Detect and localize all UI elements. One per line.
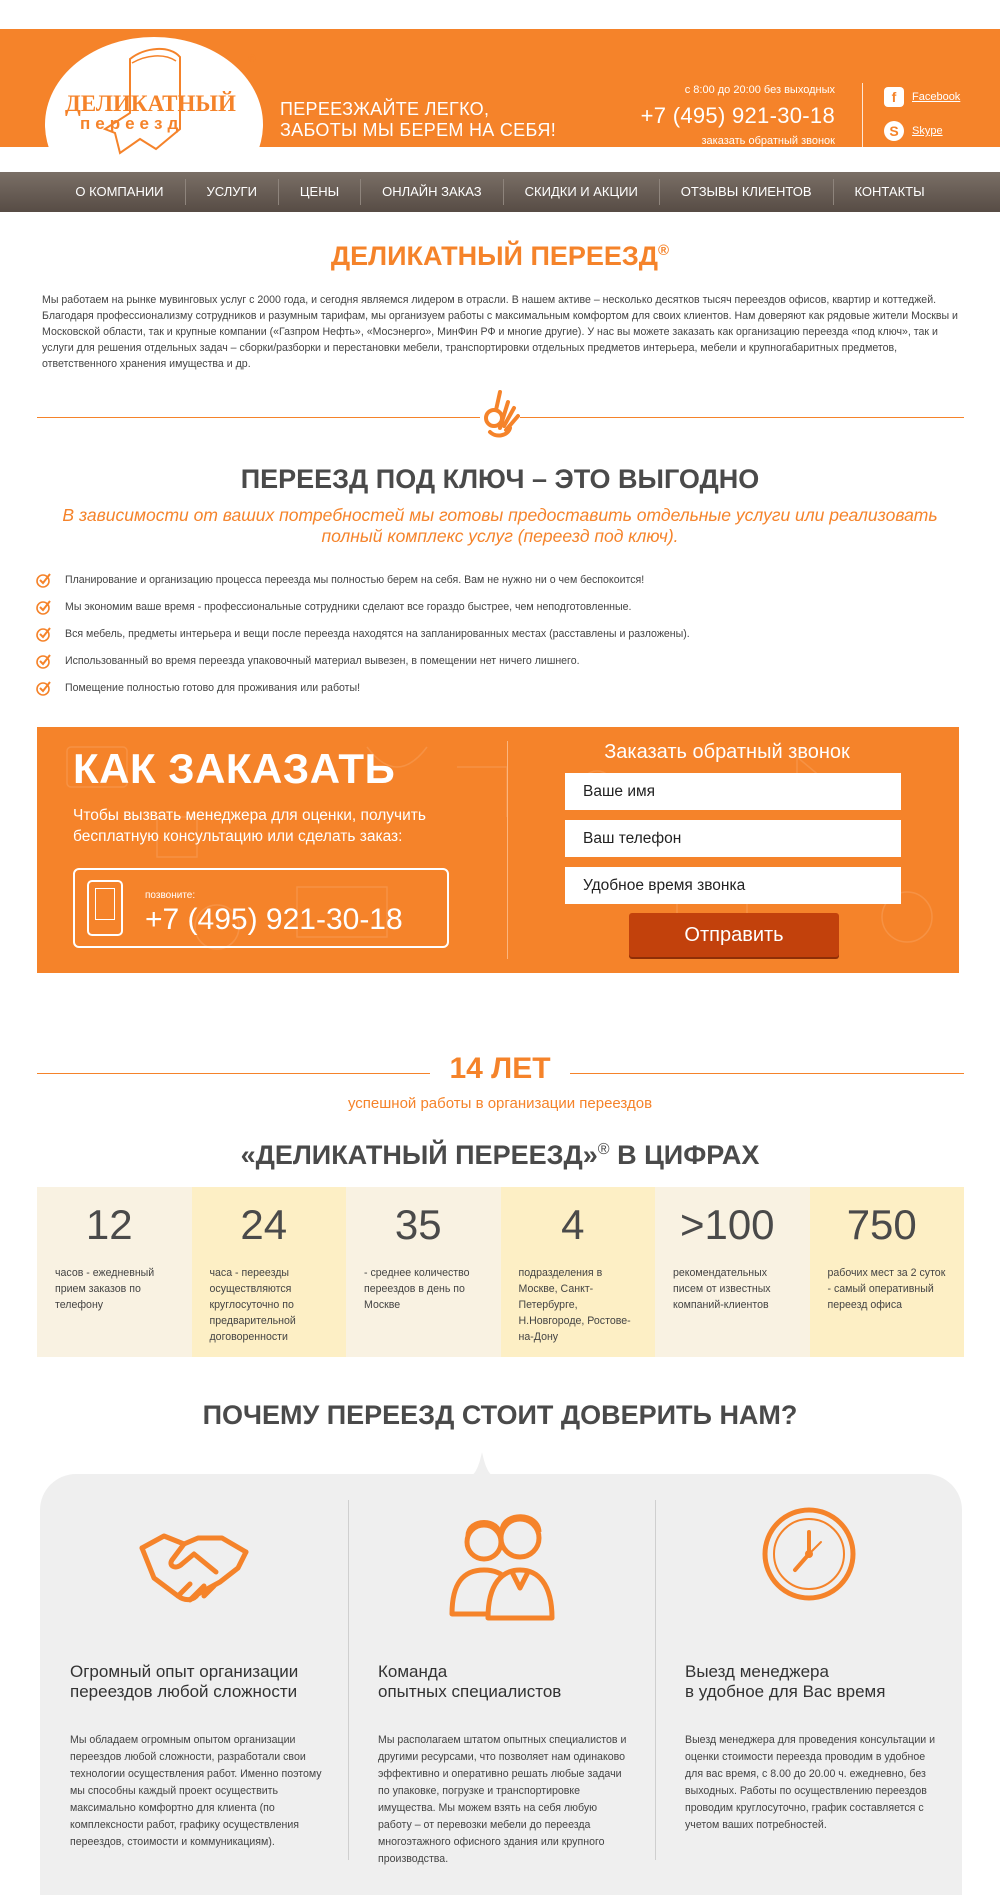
stat-card bbox=[37, 1187, 192, 1357]
why-heading-line2: переездов любой сложности bbox=[70, 1682, 298, 1701]
stat-value: 12 bbox=[85, 1201, 133, 1248]
tagline-line1: ПЕРЕЕЗЖАЙТЕ ЛЕГКО, bbox=[280, 99, 490, 119]
why-item-manager-visit bbox=[655, 1474, 962, 1895]
stat-text: подразделения в Москве, Санкт-Петербурге, Н.Новгороде, Ростове-на-Дону bbox=[518, 1267, 631, 1343]
years-value: 14 ЛЕТ bbox=[449, 1052, 551, 1085]
stat-text: рабочих мест за 2 суток - самый оперативный переезд офиса bbox=[827, 1267, 946, 1311]
advantage-text: Планирование и организацию процесса переезда мы полностью берем на себя. Вам не нужно ни о чем беспокоится! bbox=[65, 573, 645, 586]
why-text: Мы располагаем штатом опытных специалистов и другими ресурсами, что позволяет нам одинаково эффективно и оперативно решать любые задачи по упаковке, погрузке и транспортировке имущества. Мы можем взять на себя любую работу – от перевозки мебели до переезда многоэтажного офисного здания или крупного производства. bbox=[378, 1734, 627, 1865]
advantage-text: Мы экономим ваше время - профессиональные сотрудники сделают все гораздо быстрее, чем неподготовленные. bbox=[65, 600, 632, 613]
why-heading-line1: Команда bbox=[378, 1662, 448, 1681]
callback-link[interactable]: заказать обратный звонок bbox=[701, 135, 835, 147]
why-heading bbox=[70, 1662, 340, 1702]
name-input[interactable] bbox=[565, 773, 901, 810]
clock-icon bbox=[655, 1504, 962, 1614]
stat-text: рекомендательных писем от известных компаний-клиентов bbox=[673, 1267, 771, 1311]
call-time-input[interactable] bbox=[565, 867, 901, 904]
stat-card bbox=[346, 1187, 501, 1357]
why-heading-line2: в удобное для Вас время bbox=[685, 1682, 886, 1701]
numbers-title bbox=[0, 1140, 1000, 1171]
stat-text: - среднее количество переездов в день по Москве bbox=[364, 1267, 470, 1311]
why-heading-line2: опытных специалистов bbox=[378, 1682, 562, 1701]
list-item bbox=[36, 593, 956, 620]
why-item-team bbox=[348, 1474, 655, 1895]
ok-hand-icon bbox=[480, 388, 520, 438]
intro-title-text: ДЕЛИКАТНЫЙ ПЕРЕЕЗД bbox=[330, 241, 659, 271]
header-phone[interactable]: +7 (495) 921-30-18 bbox=[640, 103, 835, 128]
main-nav bbox=[0, 172, 1000, 212]
stat-value: >100 bbox=[679, 1201, 775, 1248]
why-text: Выезд менеджера для проведения консультации и оценки стоимости переезда проводим в удобное для вас время, с 8.00 до 20.00 ч. ежедневно, без выходных. Работы по осуществлению переездов проводим круглосуточно, график составляется с учетом ваших потребностей. bbox=[685, 1734, 936, 1831]
order-phone-box bbox=[73, 868, 449, 948]
nav-item-reviews[interactable]: ОТЗЫВЫ КЛИЕНТОВ bbox=[660, 179, 834, 205]
logo-line2: переезд bbox=[80, 114, 184, 133]
order-divider bbox=[507, 741, 508, 959]
intro-title bbox=[0, 241, 1000, 272]
why-item-experience bbox=[40, 1474, 347, 1895]
advantages-list bbox=[36, 566, 956, 701]
stat-text: часов - ежедневный прием заказов по телефону bbox=[55, 1267, 155, 1311]
order-phone[interactable]: +7 (495) 921-30-18 bbox=[145, 903, 403, 936]
advantages-title: ПЕРЕЕЗД ПОД КЛЮЧ – ЭТО ВЫГОДНО bbox=[240, 464, 760, 494]
why-title: ПОЧЕМУ ПЕРЕЕЗД СТОИТ ДОВЕРИТЬ НАМ? bbox=[202, 1400, 798, 1430]
nav-item-services[interactable]: УСЛУГИ bbox=[186, 179, 279, 205]
why-heading bbox=[378, 1662, 648, 1702]
order-description: Чтобы вызвать менеджера для оценки, получить бесплатную консультацию или сделать заказ: bbox=[73, 807, 426, 845]
check-icon bbox=[36, 680, 52, 696]
logo[interactable] bbox=[60, 29, 257, 179]
stat-card bbox=[655, 1187, 810, 1357]
logo-graphic bbox=[60, 29, 250, 179]
header-divider bbox=[862, 83, 863, 151]
numbers-title-suffix: В ЦИФРАХ bbox=[617, 1140, 760, 1170]
working-hours: с 8:00 до 20:00 без выходных bbox=[684, 84, 835, 96]
list-item bbox=[36, 566, 956, 593]
numbers-title-brand: «ДЕЛИКАТНЫЙ ПЕРЕЕЗД» bbox=[240, 1140, 598, 1170]
intro-title-reg: ® bbox=[658, 242, 670, 259]
nav-item-contacts[interactable]: КОНТАКТЫ bbox=[854, 184, 925, 199]
check-icon bbox=[36, 653, 52, 669]
check-icon bbox=[36, 626, 52, 642]
tagline-line2: ЗАБОТЫ МЫ БЕРЕМ НА СЕБЯ! bbox=[280, 120, 556, 140]
list-item bbox=[36, 620, 956, 647]
numbers-title-reg: ® bbox=[597, 1141, 610, 1158]
header-tagline bbox=[280, 99, 556, 141]
advantage-text: Помещение полностью готово для проживания или работы! bbox=[65, 681, 361, 694]
stat-value: 24 bbox=[240, 1201, 288, 1248]
logo-line1: ДЕЛИКАТНЫЙ bbox=[65, 91, 236, 116]
phone-input[interactable] bbox=[565, 820, 901, 857]
callback-form-title: Заказать обратный звонок bbox=[604, 741, 850, 763]
advantage-text: Вся мебель, предметы интерьера и вещи после переезда находятся на запланированных местах (расставлены и разложены). bbox=[65, 627, 690, 640]
check-icon bbox=[36, 599, 52, 615]
facebook-label[interactable]: Facebook bbox=[912, 91, 961, 103]
stats-grid bbox=[37, 1187, 964, 1357]
stat-value: 4 bbox=[561, 1201, 585, 1248]
skype-icon: S bbox=[884, 121, 904, 141]
advantage-text: Использованный во время переезда упаковочный материал вывезен, в помещении нет ничего лишнего. bbox=[65, 654, 580, 667]
logo-registered-mark: ® bbox=[248, 53, 257, 65]
order-title: КАК ЗАКАЗАТЬ bbox=[73, 745, 396, 792]
smartphone-icon bbox=[87, 880, 123, 936]
nav-item-discounts[interactable]: СКИДКИ И АКЦИИ bbox=[504, 179, 660, 205]
team-icon bbox=[348, 1502, 655, 1612]
why-heading bbox=[685, 1662, 955, 1702]
nav-item-about[interactable]: О КОМПАНИИ bbox=[54, 179, 185, 205]
submit-button[interactable]: Отправить bbox=[629, 913, 839, 957]
why-heading-line1: Огромный опыт организации bbox=[70, 1662, 299, 1681]
advantages-subtitle: В зависимости от ваших потребностей мы готовы предоставить отдельные услуги или реализовать полный комплекс услуг (переезд под ключ). bbox=[62, 505, 938, 546]
check-icon bbox=[36, 572, 52, 588]
intro-text: Мы работаем на рынке мувинговых услуг с 2000 года, и сегодня являемся лидером в отрасли. В нашем активе – несколько десятков тысяч переездов офисов, квартир и коттеджей. Благодаря профессионализму сотрудников и разумным тарифам, мы организуем работы с максимальным комфортом для своих клиентов. Нам доверяют как рядовые жители Москвы и Московской области, так и крупные компании («Газпром Нефть», «Мосэнерго», МинФин РФ и многие другие). У нас вы можете заказать как организацию переезда «под ключ», так и услуги для решения отдельных задач – сборки/разборки и перестановки мебели, транспортировки отдельных предметов интерьера, мебели и крупногабаритных предметов, ответственного хранения имущества и др. bbox=[42, 294, 958, 370]
facebook-icon: f bbox=[884, 87, 904, 107]
facebook-link[interactable] bbox=[884, 87, 960, 107]
stat-text: часа - переезды осуществляются круглосуточно по предварительной договоренности bbox=[209, 1267, 296, 1343]
skype-link[interactable] bbox=[884, 121, 943, 141]
stat-card bbox=[501, 1187, 656, 1357]
skype-label[interactable]: Skype bbox=[912, 125, 943, 137]
call-label: позвоните: bbox=[145, 890, 196, 901]
site-header bbox=[0, 29, 1000, 147]
nav-item-online-order[interactable]: ОНЛАЙН ЗАКАЗ bbox=[361, 179, 504, 205]
stat-card bbox=[192, 1187, 347, 1357]
stat-value: 750 bbox=[846, 1201, 917, 1248]
stat-value: 35 bbox=[394, 1201, 442, 1248]
stat-card bbox=[810, 1187, 965, 1357]
handshake-icon bbox=[40, 1514, 347, 1624]
why-text: Мы обладаем огромным опытом организации переездов любой сложности, разработали свои технологии осуществления работ. Именно поэтому мы способны каждый проект осуществить максимально комфортно для клиента (по комплексности работ, графику осуществления переездов, стоимости и коммуникациям). bbox=[70, 1734, 322, 1848]
why-heading-line1: Выезд менеджера bbox=[685, 1662, 829, 1681]
years-subtitle: успешной работы в организации переездов bbox=[347, 1095, 653, 1112]
list-item bbox=[36, 647, 956, 674]
list-item bbox=[36, 674, 956, 701]
nav-item-prices[interactable]: ЦЕНЫ bbox=[279, 179, 361, 205]
